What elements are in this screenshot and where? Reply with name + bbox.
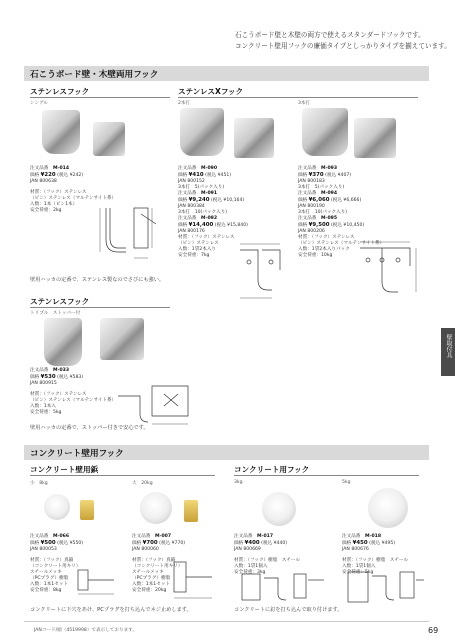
quantity: 入数：1本（ピン1本） — [30, 202, 78, 207]
code-label: 注文品番 — [178, 166, 197, 171]
product-code: M-066 — [53, 534, 70, 539]
price-label: 価格 — [132, 541, 142, 546]
code-label: 注文品番 — [30, 368, 49, 373]
divider — [234, 475, 419, 476]
x-hook-package-photo — [354, 118, 396, 158]
price-label: 価格 — [30, 173, 40, 178]
stainless-hook-title: ステンレスフック — [30, 87, 90, 96]
price: ¥9,500 — [308, 222, 330, 228]
material: 材質：（フック）樹脂 スチール — [234, 558, 301, 563]
material-detail: （ピン）ステンレス — [178, 241, 219, 246]
divider — [178, 97, 418, 98]
price: ¥9,240 — [188, 197, 210, 203]
page-number: 69 — [428, 626, 439, 635]
load: 安全荷重：7kg — [178, 253, 210, 258]
price-tax: (税込 ¥15,840) — [214, 223, 248, 228]
code-label: 注文品番 — [298, 166, 317, 171]
triple-hook-photo — [44, 318, 82, 366]
material-detail: （PCプラグ）樹脂 — [30, 576, 69, 581]
price-label: 価格 — [234, 541, 244, 546]
variant-label: トリプル ストッパー付 — [30, 311, 81, 316]
note-concrete-pin: コンクリートに下穴をあけ、PCプラグを打ち込んでネジ止めします。 — [30, 607, 192, 613]
footer-divider — [24, 621, 429, 622]
price-tax: (税込 ¥451) — [205, 173, 232, 178]
quantity: 入数：1本入 — [30, 404, 56, 409]
price-label: 価格 — [178, 173, 188, 178]
price-tax: (税込 ¥550) — [57, 541, 84, 546]
material: 材質：（フック）ステンレス — [30, 190, 87, 195]
code-label: 注文品番 — [30, 534, 49, 539]
material-detail: （コンクリート用キリ） — [132, 564, 183, 569]
code-label: 注文品番 — [30, 166, 49, 171]
material: 材質：（フック）ステンレス — [178, 235, 235, 240]
note-stainless-triple: 壁用ハッカの定番で、ストッパー付きで安心です。 — [30, 425, 149, 431]
quantity: 入数：1本1セット — [132, 582, 171, 587]
variant-label: 3本打 5(パック入り) — [298, 185, 345, 190]
footer-note: JANコード/頭（4519998）で表示しております。 — [34, 628, 137, 633]
variant-label: 2本打 — [178, 101, 191, 106]
load: 安全荷重：2kg — [30, 208, 62, 213]
jan-code: JAN 800915 — [30, 381, 57, 386]
price-tax: (税込 ¥583) — [57, 375, 84, 380]
jan-code: JAN 800060 — [132, 547, 159, 552]
size-label: 大 20kg — [132, 481, 153, 486]
plug-large-photo — [184, 500, 198, 522]
note-concrete-hook: コンクリートに釘を打ち込んで取り付けます。 — [234, 607, 343, 613]
stainless-x-hook-title: ステンレスXフック — [178, 87, 244, 96]
code-label: 注文品番 — [298, 216, 317, 221]
pin-large-drawing — [170, 556, 220, 602]
quantity: 入数：1袋1個入 — [342, 564, 376, 569]
material: 材質：（フック）ステンレス — [298, 235, 355, 240]
jan-code: JAN 800152 — [178, 179, 205, 184]
material-detail: （コンクリート用キリ） — [30, 564, 81, 569]
product-code: M-091 — [201, 191, 218, 196]
jan-code: JAN 800384 — [178, 204, 205, 209]
divider — [30, 97, 170, 98]
material: 材質：（フック）真鍮 — [30, 558, 74, 563]
price-tax: (税込 ¥495) — [369, 541, 396, 546]
price-label: 価格 — [178, 198, 188, 203]
hook-photo — [42, 110, 80, 154]
product-code: M-014 — [53, 166, 70, 171]
price: ¥400 — [244, 540, 260, 546]
material-detail: （ピン）ステンレス（マルテンサイト系） — [30, 196, 117, 201]
product-code: M-018 — [365, 534, 382, 539]
triple-hook-package-photo — [100, 318, 144, 360]
price: ¥370 — [308, 172, 324, 178]
spec-block-m033 — [30, 368, 116, 416]
price-tax: (税込 ¥10,164) — [210, 198, 245, 203]
load: 安全荷重：20kg — [132, 588, 167, 593]
price-tax: (税込 ¥6,666) — [330, 198, 362, 203]
price-label: 価格 — [30, 541, 40, 546]
x-hook-photo-2pin — [180, 108, 224, 156]
product-code: M-007 — [155, 534, 172, 539]
x-hook-drawing-2pin — [232, 240, 292, 304]
price: ¥700 — [142, 540, 158, 546]
section-title-gypsum: 石こうボード壁・木壁両用フック — [30, 70, 159, 80]
material: 材質：（フック）真鍮 — [132, 558, 176, 563]
price-tax: (税込 ¥440) — [261, 541, 288, 546]
product-code: M-092 — [201, 216, 218, 221]
quantity: 入数：1袋2本入りパック — [298, 247, 350, 252]
concrete-hook-5kg-photo — [368, 488, 408, 528]
price-label: 価格 — [178, 223, 188, 228]
variant-label: 3本打 10(パック入り) — [298, 210, 348, 215]
code-label: 注文品番 — [178, 191, 197, 196]
jan-code: JAN 800190 — [298, 204, 325, 209]
x-hook-drawing-3pin — [354, 236, 420, 306]
load: 安全荷重：3kg — [234, 570, 266, 575]
price-tax: (税込 ¥407) — [325, 173, 352, 178]
product-code: M-093 — [321, 166, 338, 171]
section-band-gypsum — [24, 66, 429, 81]
hook-package-photo — [93, 122, 125, 156]
price-tax: (税込 ¥770) — [159, 541, 186, 546]
code-label: 注文品番 — [234, 534, 253, 539]
divider — [30, 475, 215, 476]
price-tax: (税込 ¥242) — [57, 173, 84, 178]
load: 安全荷重：5kg — [30, 410, 62, 415]
jan-code: JAN 800183 — [298, 179, 325, 184]
quantity: 入数：1本1セット — [30, 582, 69, 587]
jan-code: JAN 800206 — [298, 229, 325, 234]
jan-code: JAN 800676 — [342, 547, 369, 552]
price-label: 価格 — [342, 541, 352, 546]
variant-label: シングル — [30, 101, 49, 106]
material-detail: （ピン）ステンレス（マルテンサイト系） — [30, 398, 117, 403]
plug-small-photo — [80, 500, 94, 520]
size-label: 小 8kg — [30, 481, 48, 486]
size-label: 5kg — [342, 480, 351, 485]
price: ¥410 — [188, 172, 204, 178]
concrete-hook-5kg-drawing — [344, 568, 426, 606]
product-code: M-033 — [53, 368, 70, 373]
price: ¥6,060 — [308, 197, 330, 203]
stainless-triple-hook-title: ステンレスフック — [30, 297, 90, 306]
material-detail: （ピン）ステンレス（マルテンサイト系） — [298, 241, 385, 246]
material-detail: スチールメッキ — [132, 570, 164, 575]
product-code: M-090 — [201, 166, 218, 171]
concrete-hook-3kg-drawing — [238, 570, 328, 604]
pin-small-photo — [44, 494, 70, 520]
price: ¥530 — [40, 374, 56, 380]
quantity: 入数：1袋1個入 — [234, 564, 268, 569]
load: 安全荷重：10kg — [298, 253, 333, 258]
product-code: M-017 — [257, 534, 274, 539]
jan-code: JAN 800669 — [234, 547, 261, 552]
product-code: M-095 — [321, 216, 338, 221]
side-tab — [441, 328, 455, 376]
code-label: 注文品番 — [298, 191, 317, 196]
side-tab-label: 壁取付具 — [445, 334, 452, 358]
intro-line-2: コンクリート壁用フックの廉価タイプとしっかりタイプを揃えています。 — [235, 42, 451, 50]
section-band-concrete — [24, 445, 429, 460]
price: ¥500 — [40, 540, 56, 546]
concrete-hook-3kg-photo — [262, 492, 296, 526]
jan-code: JAN 800176 — [178, 229, 205, 234]
concrete-hook-title: コンクリート用フック — [234, 465, 310, 474]
material: 材質：（フック）ステンレス — [30, 392, 87, 397]
price-label: 価格 — [298, 173, 308, 178]
price-tax: (税込 ¥10,450) — [330, 223, 365, 228]
intro-line-1: 石こうボード壁と木壁の両方で使えるスタンダードフックです。 — [235, 31, 425, 39]
jan-code: JAN 800053 — [30, 547, 57, 552]
price: ¥450 — [352, 540, 368, 546]
intro-text — [235, 30, 451, 52]
section-title-concrete: コンクリート壁用フック — [30, 449, 124, 459]
load: 安全荷重：5kg — [342, 570, 374, 575]
x-hook-package-photo — [234, 118, 274, 158]
price: ¥220 — [40, 172, 56, 178]
code-label: 注文品番 — [178, 216, 197, 221]
quantity: 入数：1袋2本入り — [178, 247, 217, 252]
code-label: 注文品番 — [342, 534, 361, 539]
triple-hook-drawing — [112, 380, 196, 428]
material-detail: スチールメッキ — [30, 570, 62, 575]
price-label: 価格 — [298, 198, 308, 203]
price: ¥14,400 — [188, 222, 214, 228]
x-hook-photo-3pin — [302, 108, 348, 156]
material: 材質：（フック）樹脂 スチール — [342, 558, 409, 563]
load: 安全荷重：8kg — [30, 588, 62, 593]
pin-small-drawing — [74, 562, 124, 598]
hook-drawing — [96, 200, 176, 270]
price-label: 価格 — [298, 223, 308, 228]
variant-label: 3本打 — [298, 101, 311, 106]
code-label: 注文品番 — [132, 534, 151, 539]
concrete-pin-title: コンクリート壁用鋲 — [30, 465, 99, 474]
jan-code: JAN 800638 — [30, 179, 57, 184]
price-label: 価格 — [30, 375, 40, 380]
divider — [30, 307, 170, 308]
note-stainless-hook: 壁用ハッカの定番で、ステンレス製なのでさびにも強い。 — [30, 277, 165, 283]
variant-label: 3本打 10(パック入り) — [178, 210, 228, 215]
product-code: M-094 — [321, 191, 338, 196]
variant-label: 3本打 5(パック入り) — [178, 185, 225, 190]
material-detail: （PCプラグ）樹脂 — [132, 576, 171, 581]
size-label: 3kg — [234, 480, 243, 485]
pin-large-photo — [140, 492, 172, 524]
